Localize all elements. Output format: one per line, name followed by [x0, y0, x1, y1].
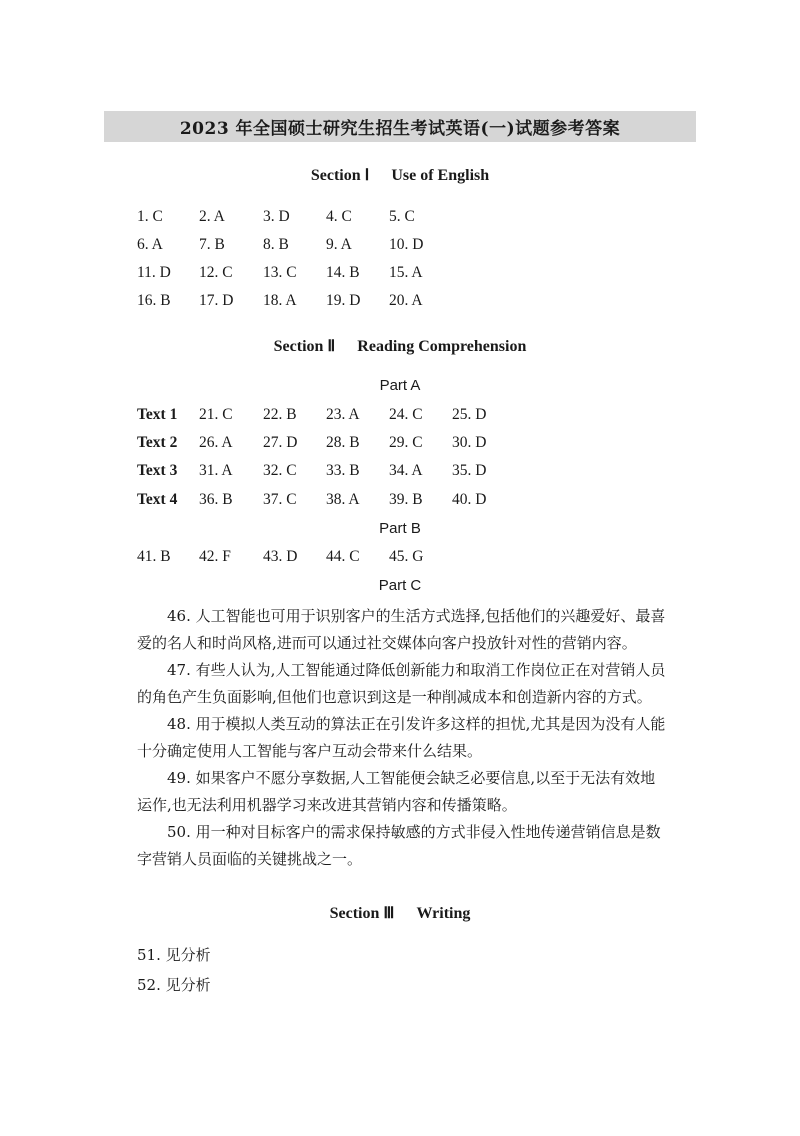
translation-46 [137, 603, 697, 657]
text-label: Text 3 [137, 462, 178, 479]
answer-item: 34. A [389, 462, 423, 479]
answer-item: 45. G [389, 548, 424, 565]
writing-item-52: 52. 见分析 [137, 976, 211, 994]
translation-50 [137, 819, 697, 873]
translation-47 [137, 657, 697, 711]
part-a-label: Part A [379, 377, 421, 394]
answer-item: 3. D [263, 208, 290, 225]
answer-item: 40. D [452, 491, 487, 508]
section3-heading [0, 903, 800, 923]
answer-item: 28. B [326, 434, 360, 451]
part-b-label: Part B [379, 520, 421, 537]
translation-line: 十分确定使用人工智能与客户互动会带来什么结果。 [137, 742, 483, 760]
answer-item: 42. F [199, 548, 231, 565]
translation-line: 的角色产生负面影响,但他们也意识到这是一种削减成本和创造新内容的方式。 [137, 688, 652, 706]
section3-name: Writing [416, 905, 471, 922]
translation-line: 47. 有些人认为,人工智能通过降低创新能力和取消工作岗位正在对营销人员 [167, 661, 666, 679]
answer-item: 35. D [452, 462, 487, 479]
answer-item: 43. D [263, 548, 298, 565]
section1-heading [0, 165, 800, 185]
answer-item: 14. B [326, 264, 360, 281]
answer-item: 18. A [263, 292, 297, 309]
answer-item: 29. C [389, 434, 423, 451]
answer-item: 39. B [389, 491, 423, 508]
answer-item: 27. D [263, 434, 298, 451]
section2-number: Section Ⅱ [273, 338, 336, 355]
answer-item: 37. C [263, 491, 297, 508]
answer-item: 11. D [137, 264, 171, 281]
answer-item: 13. C [263, 264, 297, 281]
answer-item: 16. B [137, 292, 171, 309]
answer-item: 2. A [199, 208, 225, 225]
section3-number: Section Ⅲ [329, 905, 395, 922]
answer-item: 32. C [263, 462, 297, 479]
answer-item: 41. B [137, 548, 171, 565]
answer-item: 17. D [199, 292, 234, 309]
answer-item: 5. C [389, 208, 415, 225]
text-label: Text 1 [137, 406, 178, 423]
answer-item: 44. C [326, 548, 360, 565]
answer-item: 33. B [326, 462, 360, 479]
part-c-label: Part C [378, 577, 422, 594]
translation-line: 50. 用一种对目标客户的需求保持敏感的方式非侵入性地传递营销信息是数 [167, 823, 661, 841]
text-label: Text 4 [137, 491, 178, 508]
section1-name: Use of English [391, 167, 490, 184]
answer-item: 7. B [199, 236, 225, 253]
answer-item: 24. C [389, 406, 423, 423]
answer-item: 21. C [199, 406, 233, 423]
section1-number: Section Ⅰ [310, 167, 370, 184]
section2-heading [0, 336, 800, 356]
translation-line: 46. 人工智能也可用于识别客户的生活方式选择,包括他们的兴趣爱好、最喜 [167, 607, 666, 625]
answer-item: 26. A [199, 434, 233, 451]
translation-line: 运作,也无法利用机器学习来改进其营销内容和传播策略。 [137, 796, 517, 814]
answer-item: 20. A [389, 292, 423, 309]
answer-item: 1. C [137, 208, 163, 225]
answer-item: 30. D [452, 434, 487, 451]
answer-item: 10. D [389, 236, 424, 253]
document-title: 2023 年全国硕士研究生招生考试英语(一)试题参考答案 [104, 111, 696, 142]
section2-name: Reading Comprehension [357, 338, 527, 355]
translation-line: 字营销人员面临的关键挑战之一。 [137, 850, 363, 868]
answer-item: 19. D [326, 292, 361, 309]
answer-item: 4. C [326, 208, 352, 225]
answer-item: 15. A [389, 264, 423, 281]
answer-item: 12. C [199, 264, 233, 281]
answer-item: 36. B [199, 491, 233, 508]
answer-item: 22. B [263, 406, 297, 423]
answer-item: 8. B [263, 236, 289, 253]
translation-line: 49. 如果客户不愿分享数据,人工智能便会缺乏必要信息,以至于无法有效地 [167, 769, 656, 787]
text-label: Text 2 [137, 434, 178, 451]
translation-line: 爱的名人和时尚风格,进而可以通过社交媒体向客户投放针对性的营销内容。 [137, 634, 637, 652]
answer-item: 6. A [137, 236, 163, 253]
answer-item: 31. A [199, 462, 233, 479]
translation-49 [137, 765, 697, 819]
answer-item: 9. A [326, 236, 352, 253]
translation-48 [137, 711, 697, 765]
answer-item: 25. D [452, 406, 487, 423]
answer-item: 23. A [326, 406, 360, 423]
answer-item: 38. A [326, 491, 360, 508]
translation-line: 48. 用于模拟人类互动的算法正在引发许多这样的担忧,尤其是因为没有人能 [167, 715, 666, 733]
writing-item-51: 51. 见分析 [137, 946, 211, 964]
